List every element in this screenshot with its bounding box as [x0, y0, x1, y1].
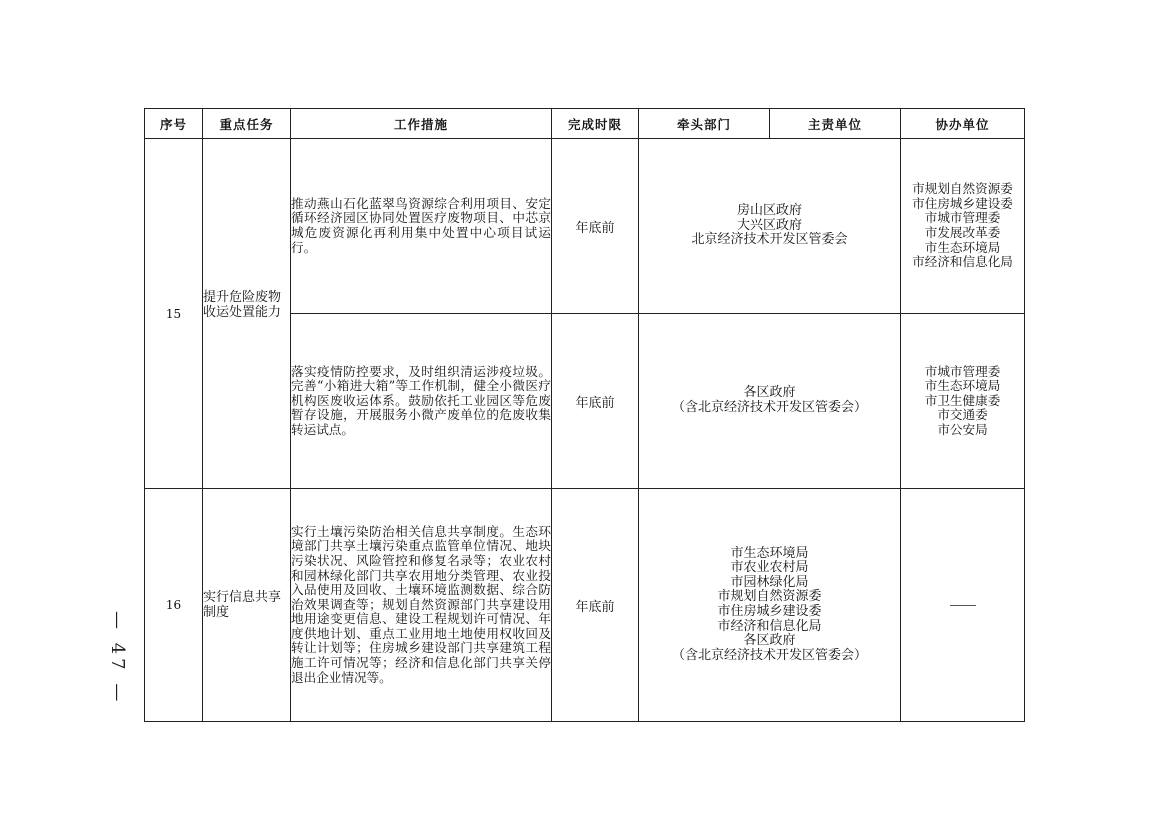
lead-unit-cell — [639, 139, 901, 314]
lead-unit: 市园林绿化局 — [730, 574, 809, 590]
deadline-cell: 年底前 — [552, 489, 639, 722]
co-unit: 市发展改革委 — [924, 225, 1001, 240]
lead-unit: 市住房城乡建设委 — [717, 604, 822, 619]
measure-text: 推动燕山石化蓝翠鸟资源综合利用项目、安定循环经济园区协同处置医疗废物项目、中芯京城危废资源化再利用集中处置中心项目试运行。 — [291, 195, 551, 255]
header-task: 重点任务 — [203, 109, 291, 139]
co-unit: 市交通委 — [937, 407, 988, 423]
co-unit: 市规划自然资源委 — [912, 181, 1013, 197]
co-unit: 市公安局 — [937, 421, 988, 437]
measure-cell — [291, 489, 552, 722]
table-row — [145, 489, 1025, 722]
measure-cell — [291, 139, 552, 314]
lead-unit: （含北京经济技术开发区管委会） — [671, 647, 867, 663]
lead-unit: 市生态环境局 — [730, 545, 809, 561]
lead-unit: 房山区政府 — [736, 203, 802, 219]
co-unit-cell — [901, 139, 1025, 314]
lead-unit: 北京经济技术开发区管委会 — [691, 232, 848, 248]
co-unit: 市城市管理委 — [924, 210, 1001, 226]
deadline-cell: 年底前 — [552, 139, 639, 314]
header-responsible-unit: 主责单位 — [770, 109, 901, 139]
row-number: 16 — [145, 489, 203, 722]
co-unit: 市住房城乡建设委 — [912, 195, 1013, 211]
task-name: 提升危险废物收运处置能力 — [203, 139, 291, 489]
deadline-cell: 年底前 — [552, 314, 639, 489]
lead-unit: （含北京经济技术开发区管委会） — [671, 400, 867, 415]
measure-text: 实行土壤污染防治相关信息共享制度。生态环境部门共享土壤污染重点监管单位情况、地块污染状况、风险管控和修复名录等；农业农村和园林绿化部门共享农用地分类管理、农业投入品使用及回收、土壤环境监测数据、综合防治效果调查等；规划自然资源部门共享建设用地用途变更信息、建设工程规划许可情况、年度供地计划、重点工业用地土地使用权收回及转让计划等；住房城乡建设部门共享建筑工程施工许可情况等；经济和信息化部门共享关停退出企业情况等。 — [291, 523, 551, 685]
lead-unit: 市农业农村局 — [730, 560, 809, 576]
header-number: 序号 — [145, 109, 203, 139]
lead-unit-cell — [639, 489, 901, 722]
lead-unit: 大兴区政府 — [736, 217, 802, 233]
row-number: 15 — [145, 139, 203, 489]
co-unit-cell — [901, 489, 1025, 722]
lead-unit: 市经济和信息化局 — [717, 618, 822, 634]
header-deadline: 完成时限 — [552, 109, 639, 139]
task-table — [144, 108, 1025, 722]
measure-cell — [291, 314, 552, 489]
empty-dash — [950, 605, 976, 606]
co-unit-cell — [901, 314, 1025, 489]
header-row — [145, 109, 1025, 139]
co-unit: 市生态环境局 — [924, 239, 1001, 255]
measure-text: 落实疫情防控要求，及时组织清运涉疫垃圾。完善“小箱进大箱”等工作机制，健全小微医疗机构医废收运体系。鼓励依托工业园区等危废暂存设施，开展服务小微产废单位的危废收集转运试点。 — [291, 363, 551, 437]
header-measure: 工作措施 — [291, 109, 552, 139]
co-unit: 市卫生健康委 — [924, 392, 1001, 408]
co-unit: 市生态环境局 — [924, 378, 1001, 394]
co-unit: 市城市管理委 — [924, 363, 1001, 379]
task-name: 实行信息共享制度 — [203, 489, 291, 722]
lead-unit-cell — [639, 314, 901, 489]
header-lead-dept: 牵头部门 — [639, 109, 770, 139]
table-row — [145, 139, 1025, 314]
co-unit: 市经济和信息化局 — [912, 254, 1013, 270]
lead-unit: 各区政府 — [743, 385, 796, 401]
lead-unit: 市规划自然资源委 — [717, 589, 822, 605]
lead-unit: 各区政府 — [743, 633, 796, 649]
header-co-unit: 协办单位 — [901, 109, 1025, 139]
page-number: — 47 — — [107, 610, 128, 706]
